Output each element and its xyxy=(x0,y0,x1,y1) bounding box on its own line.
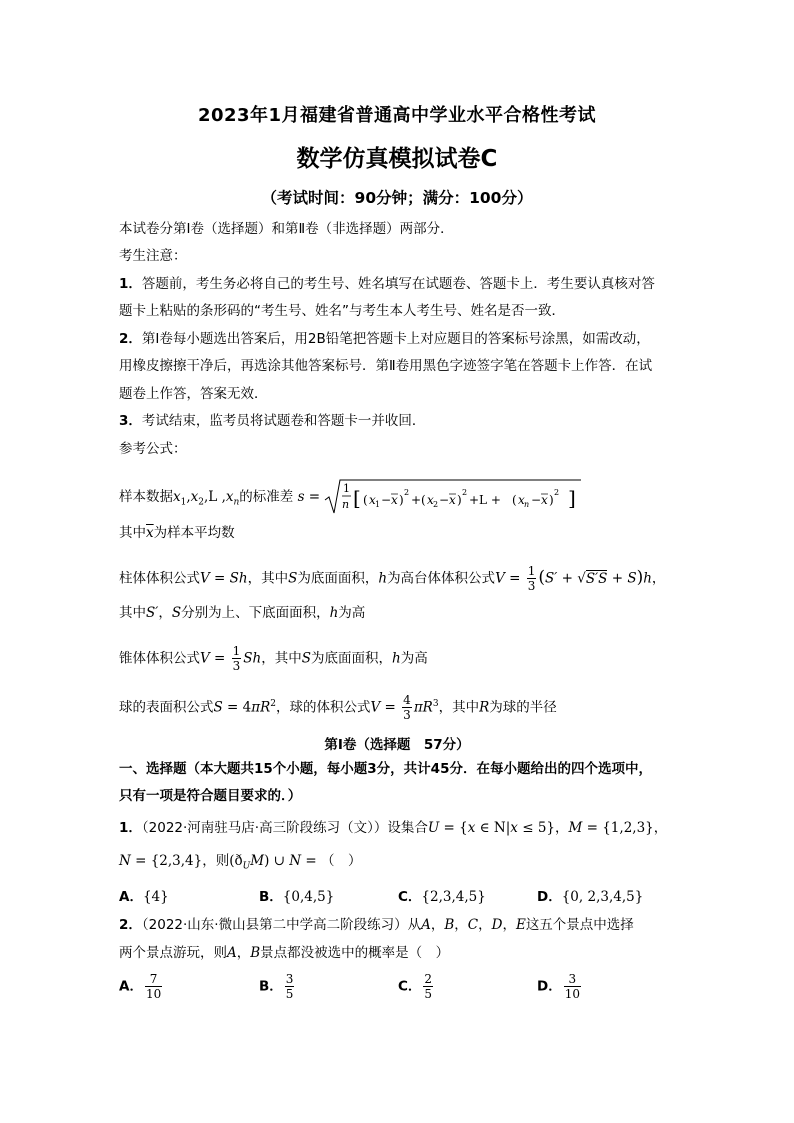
q2-d-den: 10 xyxy=(564,987,580,1001)
sphere-d: 为球的半径 xyxy=(489,699,557,716)
q1-blank: （ ） xyxy=(320,853,362,869)
notice-1 xyxy=(119,274,655,294)
q2-c-num: 2 xyxy=(424,972,433,986)
cone-a: 锥体体积公式 xyxy=(119,650,200,667)
svg-text:x: x xyxy=(391,493,399,507)
svg-text:−: − xyxy=(531,493,542,507)
notice-3-num: 3． xyxy=(119,413,142,429)
sphere-c: ，其中 xyxy=(438,699,480,716)
svg-text:[: [ xyxy=(353,486,362,510)
notice-3-text: 考试结束，监考员将试题卷和答题卡一并收回． xyxy=(141,413,426,429)
stddev-expression xyxy=(324,478,582,516)
q1-option-c[interactable] xyxy=(398,885,486,905)
q2-option-a[interactable] xyxy=(119,972,164,1001)
formula-stddev: 样本数据$x_1,x_2,L$ $,x_n$的标准差 s = 1 n [ ( x 1 − x ) 2 + ( x 2 − x ) 2 +L + ( x n − x ) 2 ] xyxy=(119,478,582,516)
svg-text:2: 2 xyxy=(462,488,468,497)
notice-2-num: 2． xyxy=(119,331,142,347)
svg-text:x: x xyxy=(541,493,549,507)
cone-d: 为高 xyxy=(400,650,428,667)
svg-text:(: ( xyxy=(421,493,427,507)
svg-text:1: 1 xyxy=(343,482,351,495)
formula-label: 参考公式： xyxy=(119,441,187,457)
prism-a: 柱体体积公式 xyxy=(119,570,200,587)
q1-number: 1． xyxy=(119,820,142,836)
svg-text:x: x xyxy=(369,493,377,507)
question-1-cont: N = {2,3,4}，则$(ð_UM)$ ∪ N = （ ） xyxy=(119,853,362,872)
sphere-b: ，球的体积公式 xyxy=(276,699,371,716)
q1-c-value: {2,3,4,5} xyxy=(421,889,486,905)
sd-mid: 的标准差 xyxy=(239,489,294,505)
frustum-b: 分别为上、下底面面积， xyxy=(181,605,330,621)
q1-option-a[interactable] xyxy=(119,885,169,905)
q1-option-d[interactable] xyxy=(537,885,643,905)
paper-title: 数学仿真模拟试卷C xyxy=(296,146,498,172)
q2-line2: 两个景点游玩，则 xyxy=(119,945,227,961)
q1-option-b[interactable] xyxy=(259,885,334,905)
svg-text:1: 1 xyxy=(375,500,381,509)
question-2: 2．（2022·山东·微山县第二中学高二阶段练习）从A，B，C，D，E这五个景点中选择 xyxy=(119,917,634,933)
svg-text:(: ( xyxy=(512,493,518,507)
q2-source-b: 这五个景点中选择 xyxy=(525,917,634,933)
question-2-cont: 两个景点游玩，则A，B景点都没被选中的概率是（ ） xyxy=(119,945,450,961)
sd-prefix: 样本数据 xyxy=(119,489,173,505)
frustum-c: 为高 xyxy=(338,605,366,621)
exam-duration: （考试时间：90分钟；满分：100分） xyxy=(261,189,533,207)
svg-text:): ) xyxy=(457,493,463,507)
q1-a-value: {4} xyxy=(142,889,169,905)
svg-text:2: 2 xyxy=(404,488,410,497)
q1-b-label: B． xyxy=(259,889,283,905)
q2-b-den: 5 xyxy=(285,987,294,1001)
svg-text:n: n xyxy=(524,500,530,509)
formula-prism: 柱体体积公式V = Sh，其中S为底面面积，h为高台体体积公式V = $\frac{1}{3}$ (S′ + √S′S + S)h， xyxy=(119,564,666,593)
sphere-a: 球的表面积公式 xyxy=(119,699,214,716)
exam-title: 2023年1月福建省普通高中学业水平合格性考试 xyxy=(197,105,597,126)
q2-c-label: C． xyxy=(398,978,422,995)
mean-note-b: 为样本平均数 xyxy=(153,525,235,541)
notice-2-cont2: 题卷上作答，答案无效． xyxy=(119,386,268,402)
notice-2 xyxy=(119,329,650,349)
section-title: 第Ⅰ卷（选择题 57分） xyxy=(324,737,470,753)
mean-note: 其中$\overline{x}$为样本平均数 xyxy=(119,525,235,541)
svg-text:]: ] xyxy=(568,486,577,510)
svg-text:+L +: +L + xyxy=(469,493,502,507)
section-instructions: 一、选择题（本大题共15个小题，每小题3分，共计45分．在每小题给出的四个选项中， xyxy=(119,761,652,777)
svg-text:n: n xyxy=(342,498,350,511)
cone-c: 为底面面积， xyxy=(311,650,392,667)
q1-source: （2022·河南驻马店·高三阶段练习（文））设集合 xyxy=(141,820,428,836)
q2-b-num: 3 xyxy=(285,972,294,986)
notice-2-text: 第Ⅰ卷每小题选出答案后，用2B铅笔把答题卡上对应题目的答案标号涂黑，如需改动， xyxy=(141,331,650,347)
section-instructions-cont: 只有一项是符合题目要求的．） xyxy=(119,788,302,804)
q2-c-den: 5 xyxy=(424,987,433,1001)
frustum-note: 其中S′，S分别为上、下底面面积，h为高 xyxy=(119,605,366,621)
q1-d-label: D． xyxy=(537,889,562,905)
prism-b: ，其中 xyxy=(247,570,289,587)
formula-sphere: 球的表面积公式$S = 4\pi R^2$，球的体积公式V = $\frac{4}{3}$ $\pi R^3$，其中R为球的半径 xyxy=(119,693,557,722)
q2-d-label: D． xyxy=(537,978,562,995)
svg-text:x: x xyxy=(518,493,526,507)
svg-text:2: 2 xyxy=(554,488,560,497)
q2-d-num: 3 xyxy=(564,972,581,987)
notice-3 xyxy=(119,411,425,431)
q2-a-label: A． xyxy=(119,978,143,995)
notice-1-num: 1． xyxy=(119,276,142,292)
q1-b-value: {0,4,5} xyxy=(282,889,335,905)
svg-text:2: 2 xyxy=(433,500,439,509)
intro-line: 本试卷分第Ⅰ卷（选择题）和第Ⅱ卷（非选择题）两部分． xyxy=(119,221,454,237)
svg-text:−: − xyxy=(381,493,392,507)
q2-option-d[interactable] xyxy=(537,972,583,1001)
q2-b-label: B． xyxy=(259,978,283,995)
frustum-a: 其中 xyxy=(119,605,146,621)
svg-text:x: x xyxy=(427,493,435,507)
svg-text:+: + xyxy=(411,493,422,507)
question-1: 1．（2022·河南驻马店·高三阶段练习（文））设集合U = {x ∈ N|x ≤ 5}，M = {1,2,3}， xyxy=(119,820,668,836)
mean-note-a: 其中 xyxy=(119,525,146,541)
svg-text:−: − xyxy=(439,493,450,507)
q2-option-c[interactable] xyxy=(398,972,435,1001)
q2-source: （2022·山东·微山县第二中学高二阶段练习）从 xyxy=(141,917,422,933)
prism-d: 为高台体体积公式 xyxy=(387,570,496,587)
q1-then: ，则 xyxy=(202,853,230,869)
notice-label: 考生注意： xyxy=(119,248,187,264)
svg-text:): ) xyxy=(549,493,555,507)
notice-1-text: 答题前，考生务必将自己的考生号、姓名填写在试题卷、答题卡上．考生要认真核对答 xyxy=(141,276,655,292)
svg-text:x: x xyxy=(449,493,457,507)
q1-c-label: C． xyxy=(398,889,422,905)
q2-number: 2． xyxy=(119,917,142,933)
notice-2-cont: 用橡皮擦擦干净后，再选涂其他答案标号．第Ⅱ卷用黑色字迹签字笔在答题卡上作答．在试 xyxy=(119,358,653,374)
q2-line2-b: 景点都没被选中的概率是（ ） xyxy=(260,945,450,961)
svg-text:(: ( xyxy=(363,493,369,507)
q1-d-value: {0, 2,3,4,5} xyxy=(561,889,644,905)
q2-a-num: 7 xyxy=(145,972,162,987)
cone-b: ，其中 xyxy=(261,650,302,667)
q2-a-den: 10 xyxy=(145,987,162,1001)
q2-option-b[interactable] xyxy=(259,972,296,1001)
q1-a-label: A． xyxy=(119,889,143,905)
svg-text:): ) xyxy=(399,493,405,507)
notice-1-cont: 题卡上粘贴的条形码的“考生号、姓名”与考生本人考生号、姓名是否一致． xyxy=(119,303,565,319)
formula-cone: 锥体体积公式V = $\frac{1}{3}$ Sh，其中S为底面面积，h为高 xyxy=(119,644,428,673)
prism-c: 为底面面积， xyxy=(297,570,379,587)
